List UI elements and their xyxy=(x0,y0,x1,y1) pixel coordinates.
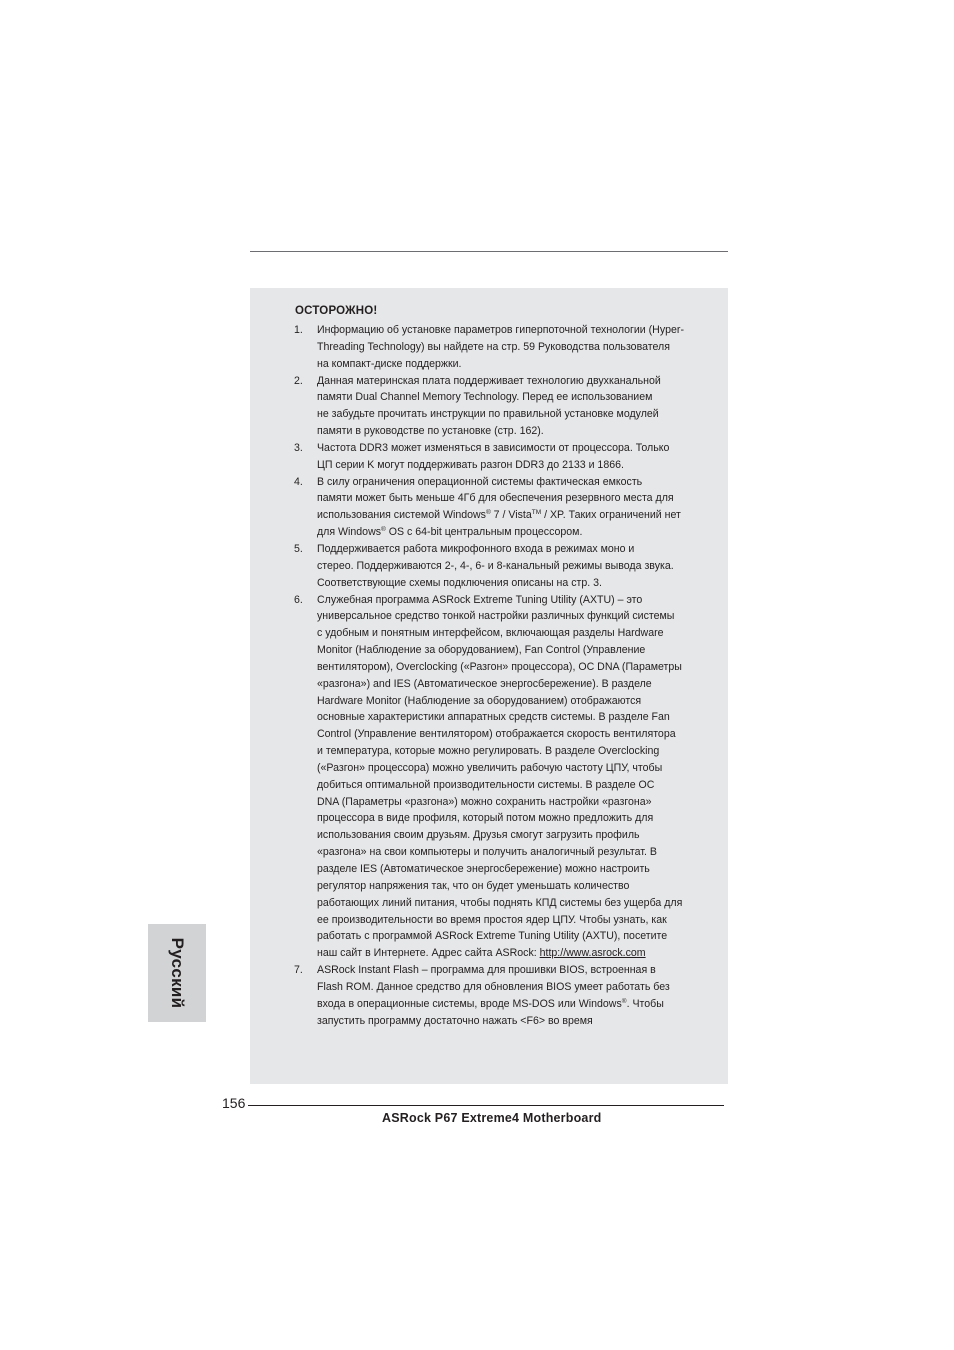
text-fragment: наш сайт в Интернете. Адрес сайта ASRock: xyxy=(317,947,540,960)
caution-item-3 xyxy=(250,440,728,474)
item-text xyxy=(317,541,709,592)
text-line: Частота DDR3 может изменяться в зависимости от процессора. Только xyxy=(317,441,670,454)
caution-item-7 xyxy=(250,962,728,1029)
caution-list xyxy=(250,322,728,1029)
item-number: 2. xyxy=(294,374,303,387)
language-label: Русский xyxy=(168,937,187,1009)
text-line: регулятор напряжения так, что он будет уменьшать количество xyxy=(317,879,630,892)
text-line: В силу ограничения операционной системы фактическая емкость xyxy=(317,475,643,488)
text-line: «разгона» на свои компьютеры и получить аналогичный результат. В xyxy=(317,846,657,859)
text-line: («Разгон» процессора) можно увеличить рабочую частоту ЦПУ, чтобы xyxy=(317,761,663,774)
item-text xyxy=(317,592,709,963)
registered-mark: ® xyxy=(485,509,491,517)
language-side-tab xyxy=(148,924,206,1022)
text-line: вентилятором), Overclocking («Разгон» процессора), OC DNA (Параметры xyxy=(317,660,682,673)
text-line: не забудьте прочитать инструкции по правильной установке модулей xyxy=(317,408,659,421)
item-text xyxy=(317,373,709,440)
asrock-website-link[interactable]: http://www.asrock.com xyxy=(539,947,646,960)
text-fragment: для Windows xyxy=(317,526,382,539)
item-number: 3. xyxy=(294,441,303,454)
text-line: стерео. Поддерживаются 2-, 4-, 6- и 8-канальный режимы вывода звука. xyxy=(317,559,674,572)
text-line: разделе IES (Автоматическое энергосбережение) можно настроить xyxy=(317,863,650,875)
text-line: Control (Управление вентилятором) отображается скорость вентилятора xyxy=(317,728,676,741)
caution-item-4 xyxy=(250,474,728,541)
text-line: запустить программу достаточно нажать <F6> во время xyxy=(317,1014,593,1027)
text-line: ее производительности во время простоя ядер ЦПУ. Чтобы узнать, как xyxy=(317,913,667,926)
header-rule xyxy=(250,251,728,252)
caution-item-5 xyxy=(250,541,728,592)
item-number: 5. xyxy=(294,542,303,555)
page-number: 156 xyxy=(222,1095,246,1111)
caution-box xyxy=(250,288,728,1084)
item-text xyxy=(317,474,709,541)
item-text xyxy=(317,322,709,373)
text-line: ASRock Instant Flash – программа для прошивки BIOS, встроенная в xyxy=(317,964,656,977)
text-line: памяти в руководстве по установке (стр. 162). xyxy=(317,425,544,438)
text-line: на компакт-диске поддержки. xyxy=(317,357,462,370)
text-fragment: OS с 64-bit центральным процессором. xyxy=(385,526,583,539)
text-fragment: использования системой Windows xyxy=(317,509,486,522)
caution-item-1 xyxy=(250,322,728,373)
text-fragment: . Чтобы xyxy=(626,997,664,1010)
text-fragment: входа в операционные системы, вроде MS-DOS или Windows xyxy=(317,997,622,1010)
text-line: Данная материнская плата поддерживает технологию двухканальной xyxy=(317,374,661,387)
text-line: с удобным и понятным интерфейсом, включающая разделы Hardware xyxy=(317,627,664,640)
item-number: 6. xyxy=(294,593,303,606)
text-line: Служебная программа ASRock Extreme Tuning Utility (AXTU) – это xyxy=(317,593,643,606)
text-fragment: / XP. Таких ограничений нет xyxy=(541,509,681,522)
item-number: 4. xyxy=(294,475,303,488)
text-line xyxy=(317,945,709,962)
registered-mark: ® xyxy=(621,997,627,1005)
text-line: Поддерживается работа микрофонного входа в режимах моно и xyxy=(317,542,635,555)
item-text xyxy=(317,440,709,474)
text-line: ЦП серии K могут поддерживать разгон DDR3 до 2133 и 1866. xyxy=(317,458,624,471)
text-line xyxy=(317,507,709,524)
text-line: использования своим друзьям. Друзья смогут загрузить профиль xyxy=(317,829,640,842)
caution-item-2 xyxy=(250,373,728,440)
text-fragment: 7 / Vista xyxy=(490,509,532,522)
trademark-mark: TM xyxy=(531,509,542,517)
text-line: Информацию об установке параметров гиперпоточной технологии (Hyper- xyxy=(317,324,684,336)
text-line: памяти может быть меньше 4Гб для обеспечения резервного места для xyxy=(317,492,674,505)
text-line: универсальное средство тонкой настройки различных функций системы xyxy=(317,610,675,623)
text-line: работающих линий питания, чтобы поднять КПД системы без ущерба для xyxy=(317,896,683,909)
text-line: DNA (Параметры «разгона») можно сохранить настройки «разгона» xyxy=(317,795,652,808)
text-line: Flash ROM. Данное средство для обновления BIOS умеет работать без xyxy=(317,980,670,993)
text-line: Соответствующие схемы подключения описаны на стр. 3. xyxy=(317,576,602,589)
text-line xyxy=(317,996,709,1013)
footer-rule xyxy=(248,1105,724,1106)
text-line: добиться оптимальной производительности системы. В разделе ОС xyxy=(317,778,655,791)
footer-title: ASRock P67 Extreme4 Motherboard xyxy=(382,1111,602,1125)
text-line: и температура, которые можно регулировать. В разделе Overclocking xyxy=(317,745,660,758)
item-number: 7. xyxy=(294,964,303,977)
registered-mark: ® xyxy=(381,526,386,534)
text-line: Threading Technology) вы найдете на стр. 59 Руководства пользователя xyxy=(317,340,670,353)
item-text xyxy=(317,962,709,1029)
caution-title: ОСТОРОЖНО! xyxy=(295,305,378,317)
text-line: работать с программой ASRock Extreme Tuning Utility (AXTU), посетите xyxy=(317,930,668,943)
text-line: Monitor (Наблюдение за оборудованием), Fan Control (Управление xyxy=(317,644,646,657)
text-line: Hardware Monitor (Наблюдение за оборудованием) отображаются xyxy=(317,694,642,707)
text-line: процессора в виде профиля, который потом можно предложить для xyxy=(317,812,654,825)
text-line: «разгона») and IES (Автоматическое энергосбережение). В разделе xyxy=(317,677,652,690)
text-line: основные характеристики аппаратных средств системы. В разделе Fan xyxy=(317,711,670,724)
item-number: 1. xyxy=(294,324,303,336)
text-line: памяти Dual Channel Memory Technology. Перед ее использованием xyxy=(317,391,653,404)
caution-item-6 xyxy=(250,592,728,963)
text-line xyxy=(317,524,709,541)
